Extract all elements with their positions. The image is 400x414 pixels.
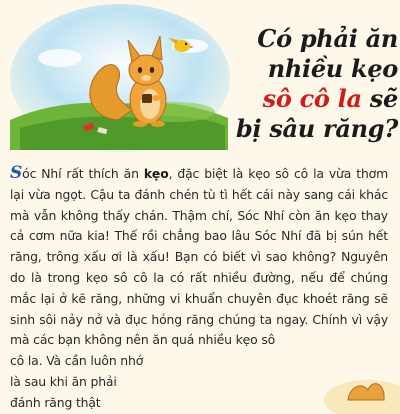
paragraph-continued: , đặc biệt là kẹo sô cô la vừa thơm lại vừa ngọt. Cậu ta đánh chén tù tì hết cái này sang cái khác mà vẫn không thấy chán. Thậm chí, Sóc Nhí còn ăn kẹo thay cả cơm nữa kia! Thế rồi chẳng bao lâu Sóc Nhí đã bị sún hết răng, trông xấu ơi là xấu! Bạn có biết vì sao không? Nguyên do là trong kẹo sô cô la có rất nhiều đường, nếu để chúng mắc lại ở kẽ răng, những vi khuẩn chuyên đục khoét răng sẽ sinh sôi nảy nở và đục hỏng răng chúng ta ngay. Chính vì vậy mà các bạn không nên ăn quá nhiều kẹo sô <box>10 166 388 348</box>
paragraph-start: óc Nhí rất thích ăn <box>22 166 144 181</box>
keyword-keo: kẹo <box>143 166 169 181</box>
title-line-2: nhiều kẹo <box>267 54 398 83</box>
title-line-1: Có phải ăn <box>257 24 398 53</box>
narrow-line-2: là sau khi ăn phải <box>10 373 117 389</box>
narrow-line-3: đánh răng thật <box>10 394 101 410</box>
corner-illustration <box>318 368 400 400</box>
title-highlight: sô cô la <box>262 84 362 113</box>
drop-cap: S <box>10 163 23 183</box>
narrow-line-1: cô la. Và cần luôn nhớ <box>10 353 144 369</box>
page-title <box>228 24 398 144</box>
squirrel-illustration <box>0 0 230 150</box>
title-line-3-rest: sẽ <box>361 84 398 113</box>
title-line-3 <box>228 84 398 114</box>
story-paragraph <box>10 164 388 351</box>
title-line-4: bị sâu răng? <box>235 114 398 143</box>
